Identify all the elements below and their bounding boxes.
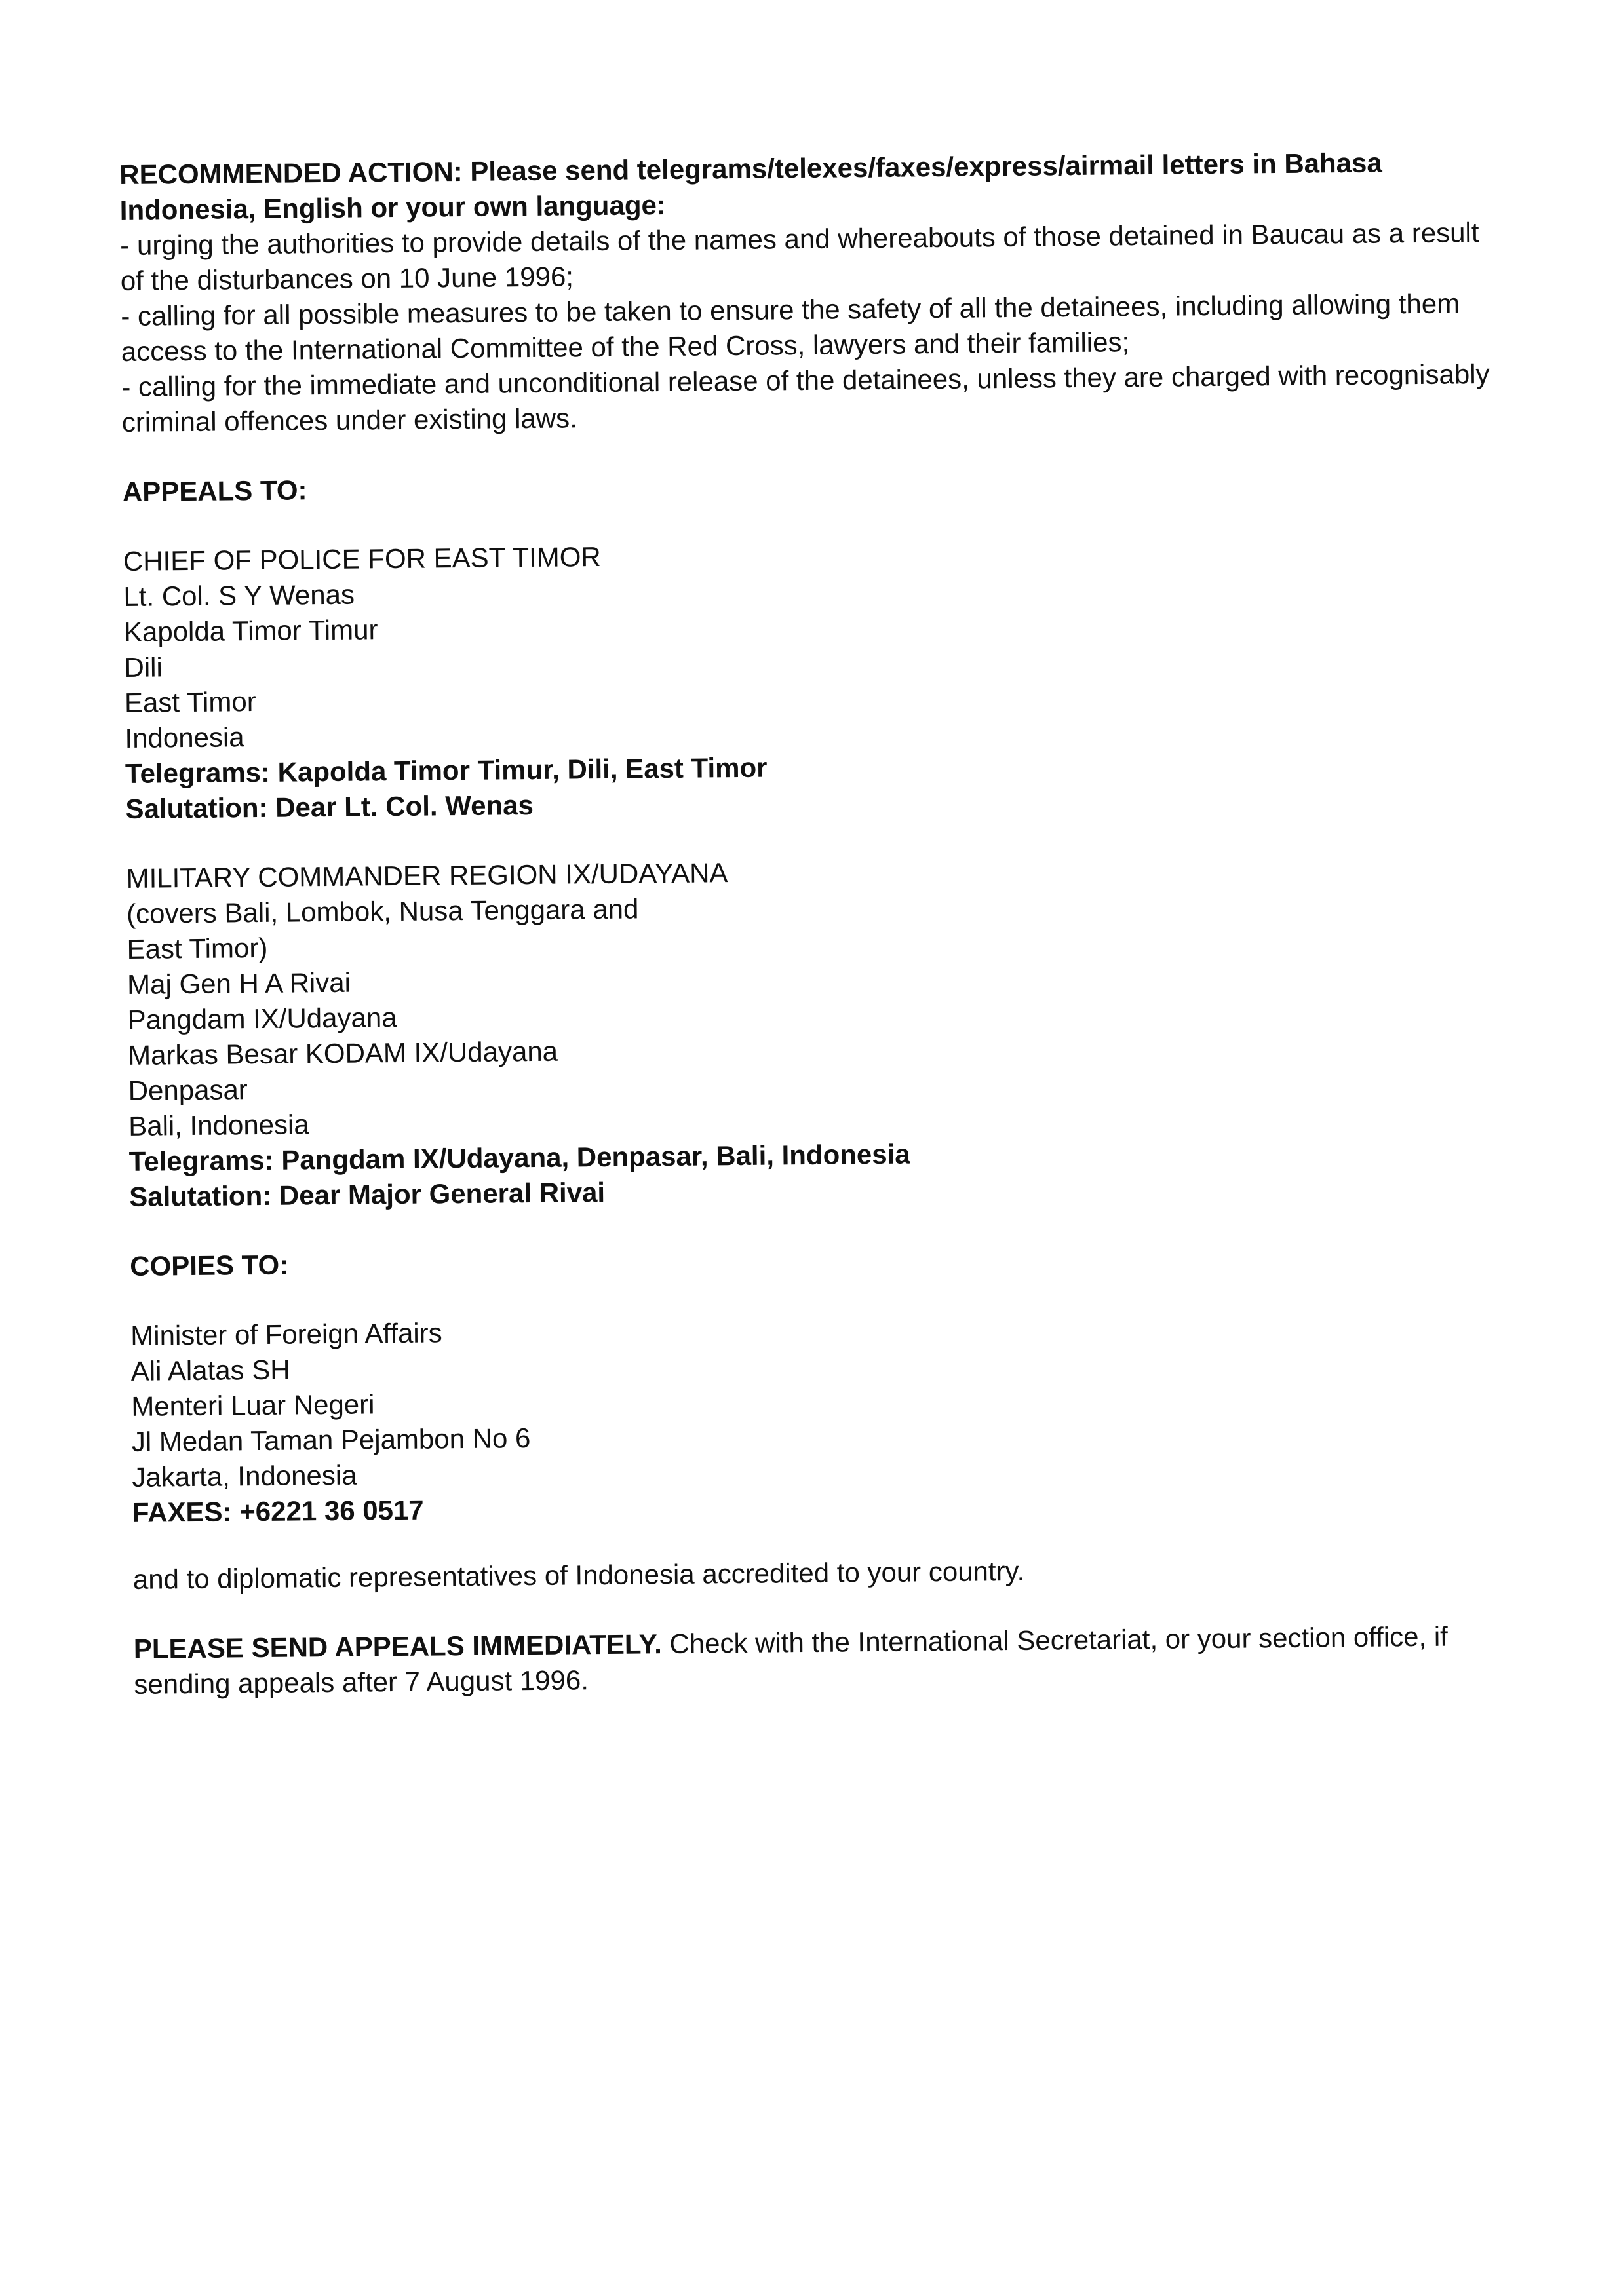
recipient-address-line: Kapolda Timor Timur: [123, 614, 378, 647]
closing-paragraph: [134, 1618, 1511, 1702]
recipient-address-line: Bali, Indonesia: [128, 1109, 309, 1141]
recommended-action-intro: Please send telegrams/telexes/faxes/express/airmail letters in Bahasa Indonesia, English or your own language:: [119, 147, 1382, 225]
recipient-name: Lt. Col. S Y Wenas: [123, 579, 355, 612]
document-body: [119, 144, 1511, 1702]
closing-emphasis: PLEASE SEND APPEALS IMMEDIATELY.: [133, 1628, 662, 1664]
copies-recipient: [130, 1305, 1509, 1531]
recommended-action-paragraph: [119, 144, 1496, 228]
recipient-note: East Timor): [126, 932, 268, 965]
recipient-address-line: Denpasar: [128, 1074, 248, 1106]
recommended-action-label: RECOMMENDED ACTION:: [119, 155, 463, 190]
copies-heading: COPIES TO:: [130, 1249, 289, 1282]
recipient-military-commander: [126, 848, 1506, 1215]
recipient-salutation: Salutation: Dear Lt. Col. Wenas: [125, 789, 534, 824]
recipient-telegrams: Telegrams: Kapolda Timor Timur, Dili, East Timor: [125, 752, 768, 789]
recipient-name: Maj Gen H A Rivai: [126, 966, 351, 1000]
recipient-address-line: East Timor: [124, 686, 256, 718]
appeals-heading: APPEALS TO:: [122, 474, 307, 507]
recipient-title: MILITARY COMMANDER REGION IX/UDAYANA: [126, 857, 728, 894]
copies-line: Jakarta, Indonesia: [132, 1459, 357, 1493]
closing-text: Check with the International Secretariat, or your section office, if sending appeals after 7 August 1996.: [134, 1620, 1449, 1700]
recipient-telegrams: Telegrams: Pangdam IX/Udayana, Denpasar, Bali, Indonesia: [128, 1138, 910, 1177]
recipient-salutation: Salutation: Dear Major General Rivai: [129, 1176, 606, 1212]
copies-faxes: FAXES: +6221 36 0517: [132, 1494, 424, 1528]
copies-line: Menteri Luar Negeri: [131, 1388, 375, 1422]
copies-line: Jl Medan Taman Pejambon No 6: [131, 1423, 531, 1457]
copies-line: Minister of Foreign Affairs: [130, 1317, 442, 1351]
action-point-3: - calling for the immediate and unconditional release of the detainees, unless they are charged with recognisably criminal offences under existing laws.: [121, 358, 1490, 438]
action-point-2: - calling for all possible measures to be taken to ensure the safety of all the detainees, including allowing them access to the International Committee of the Red Cross, lawyers and their families;: [121, 288, 1460, 367]
recipient-note: (covers Bali, Lombok, Nusa Tenggara and: [126, 893, 639, 929]
action-point-1: - urging the authorities to provide details of the names and whereabouts of those detained in Baucau as a result of the disturbances on 10 June 1996;: [120, 217, 1479, 296]
recipient-address-line: Dili: [124, 651, 163, 683]
recipient-police-chief: [123, 531, 1502, 827]
recipient-address-line: Pangdam IX/Udayana: [127, 1001, 397, 1035]
recipient-title: CHIEF OF POLICE FOR EAST TIMOR: [123, 541, 601, 577]
copies-line: Ali Alatas SH: [130, 1354, 290, 1387]
recipient-address-line: Markas Besar KODAM IX/Udayana: [127, 1035, 558, 1071]
diplomatic-note: and to diplomatic representatives of Indonesia accredited to your country.: [132, 1555, 1025, 1595]
recipient-address-line: Indonesia: [125, 721, 244, 754]
